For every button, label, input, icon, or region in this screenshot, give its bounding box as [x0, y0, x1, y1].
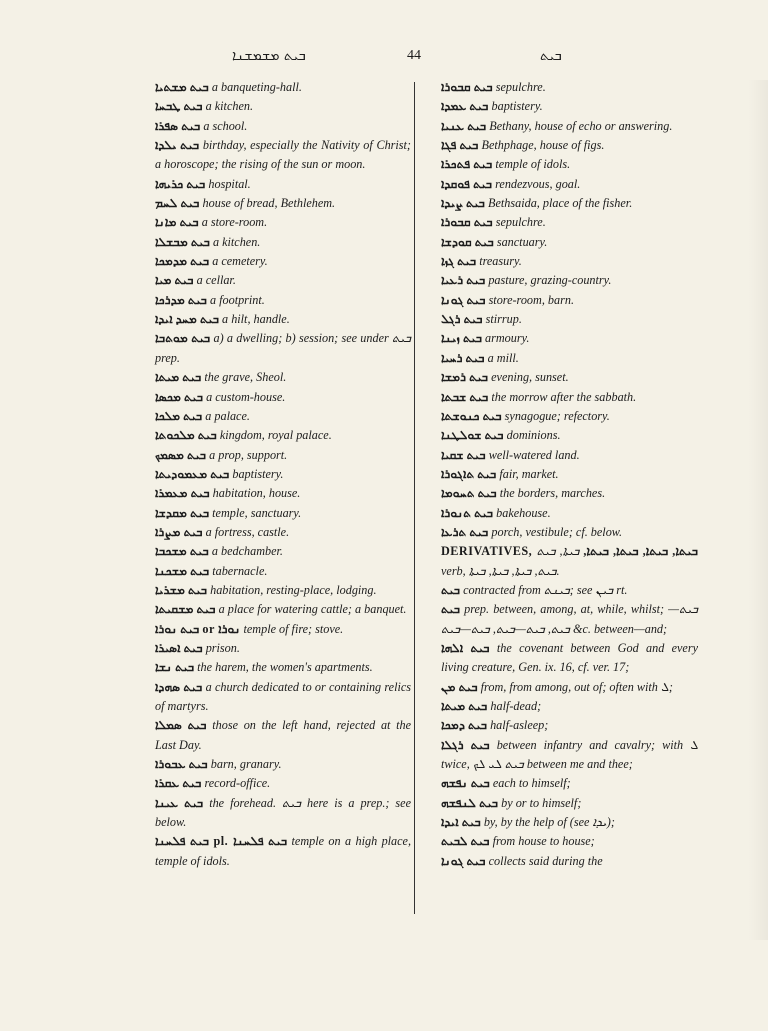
entry-definition: treasury.: [479, 254, 522, 269]
entry-definition: by, by the help of (see ܝܕܐ);: [483, 815, 615, 830]
entry-definition: evening, sunset.: [491, 370, 569, 385]
entry-definition: sanctuary.: [496, 234, 548, 249]
entry-headword: ܒܝܬ ܡܨܪܐ: [155, 524, 203, 539]
entry-headword: ܒܝܬ ܬܚܘܡܐ: [441, 486, 497, 501]
entry-definition: habitation, resting-place, lodging.: [210, 582, 377, 597]
dictionary-entry: [425, 310, 698, 329]
entry-headword: ܒܝܬ ܓܘܢܐ: [441, 853, 486, 868]
entry-headword: ܒܝܬ ܡܥܡܪܐ: [155, 486, 210, 501]
entry-headword: ܒܝܬ ܠܢܦܫܗ: [441, 795, 499, 810]
dictionary-entry: [139, 213, 411, 232]
entry-definition: the forehead. ܒܝܬ here is a prep.; see below.: [155, 795, 411, 830]
entry-headword: ܒܝܬ ܪܓܠܐ: [441, 737, 490, 752]
entry-headword: ܒܝܬ ܡܟܣܐ: [155, 389, 204, 404]
entry-definition: the grave, Sheol.: [204, 370, 287, 385]
dictionary-entry: [425, 523, 698, 542]
entry-definition: armoury.: [485, 331, 530, 346]
entry-definition: Bethsaida, place of the fisher.: [488, 196, 633, 211]
entry-definition: the harem, the women's apartments.: [197, 660, 373, 675]
entry-headword: ܒܝܬ ܡܚܕ ܐܝܕܐ: [155, 312, 219, 327]
entry-definition: hospital.: [208, 176, 251, 191]
entry-headword: ܒܝܬ ܡܣܡܟ: [155, 447, 207, 462]
entry-definition: a store-room.: [201, 215, 268, 230]
entry-headword: ܒܝܬ ܦܬܟܪܐ: [441, 157, 493, 172]
dictionary-entry: [425, 213, 698, 232]
entry-headword: ܒܝܬ ܡܐܢܐ: [155, 215, 199, 230]
entry-definition: a bedchamber.: [211, 544, 283, 559]
entry-definition: a palace.: [205, 408, 250, 423]
entry-definition: collects said during the: [488, 853, 603, 868]
dictionary-entry: [139, 484, 411, 503]
entry-definition: from house to house;: [492, 834, 595, 849]
dictionary-entry: [425, 368, 698, 387]
entry-definition: house of bread, Bethlehem.: [202, 196, 336, 211]
dictionary-entry: [425, 832, 698, 851]
entry-definition: a church dedicated to or containing relics of martyrs.: [155, 679, 412, 713]
dictionary-entry: [139, 233, 411, 252]
dictionary-entry: [425, 446, 698, 465]
dictionary-entry: [425, 194, 698, 213]
right-column: [425, 78, 698, 871]
page-edge-shadow: [748, 80, 768, 940]
entry-definition: kingdom, royal palace.: [219, 428, 332, 443]
entry-definition: baptistery.: [491, 99, 543, 114]
entry-headword: ܒܝܬ ܡܢ: [441, 679, 478, 694]
dictionary-entry: [139, 388, 411, 407]
dictionary-entry: [425, 504, 698, 523]
entry-headword: ܒܝܬ ܐܠܗܐ: [441, 640, 490, 655]
entry-definition: temple, sanctuary.: [212, 505, 302, 520]
entry-definition: a cemetery.: [212, 254, 268, 269]
entry-definition: synagogue; refectory.: [504, 408, 610, 423]
dictionary-entry: [139, 329, 411, 368]
entry-definition: a banqueting-hall.: [211, 80, 302, 94]
entry-headword: ܒܝܬ ܡܫܟܢܐ: [155, 563, 210, 578]
entry-definition: Bethphage, house of figs.: [481, 138, 605, 153]
dictionary-entry: [139, 678, 411, 717]
entry-definition: a hilt, handle.: [222, 312, 290, 327]
entry-headword: ܒܝܬ ܡܝܬܐ: [441, 699, 488, 713]
entry-definition: a kitchen.: [212, 234, 261, 249]
page-number: 44: [407, 48, 421, 63]
entry-headword: ܒܝܬ ܫܩܝܐ: [441, 447, 486, 462]
dictionary-entry: [139, 774, 411, 793]
entry-definition: a footprint.: [209, 292, 265, 307]
entry-definition: sepulchre.: [495, 215, 546, 230]
entry-definition: prep. between, among, at, while, whilst; ܒܝܬ—ܒܝܬ, ܒܝܬ—ܒܝܬ, ܒܝܬ—ܒܝܬ &c. between—and;: [441, 602, 699, 636]
dictionary-entry: [425, 600, 698, 639]
entry-definition: temple of idols.: [495, 157, 571, 172]
entry-definition: barn, granary.: [210, 757, 282, 772]
dictionary-entry: [139, 755, 411, 774]
dictionary-entry: [139, 78, 411, 97]
entry-headword: ܒܝܬ ܦܓܐ: [441, 138, 479, 153]
entry-headword: ܒܝܬ ܫܘܠܛܢܐ: [441, 428, 504, 443]
entry-definition: a fortress, castle.: [205, 524, 290, 539]
entry-headword: ܒܝܬ ܡܫܩܝܬܐ: [155, 602, 216, 617]
dictionary-entry: [139, 581, 411, 600]
entry-headword: ܒܝܬ ܟܪܝܗܐ: [155, 176, 206, 191]
dictionary-entry: [139, 368, 411, 387]
entry-definition: pasture, grazing-country.: [488, 273, 612, 288]
entry-headword: ܒܝܬ ܩܒܘܪܐ: [441, 215, 493, 230]
entry-headword: ܒܝܬ ܫܒܬܐ: [441, 389, 489, 404]
entry-definition: a cellar.: [196, 273, 236, 288]
entry-headword: ܒܝܬ ܦܘܩܕܐ: [441, 176, 493, 191]
dictionary-entry: [425, 233, 698, 252]
entry-headword: ܒܝܬ ܥܡܕܐ: [441, 99, 489, 114]
dictionary-entry: [139, 562, 411, 581]
entry-definition: the morrow after the sabbath.: [491, 389, 637, 404]
column-divider: [414, 82, 415, 914]
dictionary-entry: [425, 716, 698, 735]
entry-definition: the borders, marches.: [499, 486, 606, 501]
dictionary-entry: [139, 175, 411, 194]
entry-headword: ܒܝܬ ܬܐܓܘܪܐ: [441, 466, 497, 481]
dictionary-entry: [139, 542, 411, 561]
entry-definition: temple on a high place, temple of idols.: [155, 834, 412, 868]
entry-headword: ܒܝܬ ܬܢܘܪܐ: [441, 505, 494, 520]
entry-headword: ܒܝܬ ܡܠܟܘܬܐ: [155, 428, 217, 443]
entry-headword: ܒܝܬ ܢܘܪܐ or ܢܘܪܐ: [155, 621, 241, 636]
entry-headword: ܒܝܬ ܠܚܡ: [155, 196, 200, 211]
dictionary-entry: [425, 78, 698, 97]
dictionary-entry: [139, 504, 411, 523]
entry-definition: bakehouse.: [496, 505, 551, 520]
dictionary-entry: [425, 736, 698, 775]
dictionary-entry: [425, 813, 698, 832]
entry-headword: ܒܝܬ ܩܘܕܫܐ: [441, 234, 494, 249]
entry-definition: contracted from ܒܝܢܬ; see ܒܝܢ rt.: [463, 582, 628, 597]
dictionary-entry: [425, 426, 698, 445]
entry-definition: record-office.: [204, 776, 271, 791]
entry-definition: a kitchen.: [205, 99, 254, 114]
entry-definition: store-room, barn.: [488, 292, 574, 307]
dictionary-entry: [425, 794, 698, 813]
entry-headword: ܒܝܬ ܩܒܘܪܐ: [441, 80, 493, 94]
entry-definition: a prop, support.: [209, 447, 288, 462]
entry-definition: stirrup.: [485, 312, 522, 327]
dictionary-entry: [425, 155, 698, 174]
dictionary-entry: [139, 97, 411, 116]
entry-headword: ܒܝܬ ܦܠܚܢܐ pl. ܒܝܬ ܦܠܚܢܐ: [155, 834, 288, 849]
entry-headword: ܒܝܬ ܥܝܢܐ: [155, 795, 204, 810]
entry-definition: ܒܝܬܐ, ܒܝܬ verb, ܒܝܬ, ܒܝܬܐ, ܒܝܬܐ, ܒܝܬܐ.: [441, 544, 580, 578]
entry-headword: ܒܝܬ ܐܝܕܐ: [441, 815, 481, 830]
entry-headword: ܒܝܬ ܓܙܐ: [441, 254, 477, 269]
entry-definition: by or to himself;: [501, 795, 582, 810]
entry-headword: ܒܝܬ ܣܡܠܐ: [155, 718, 207, 733]
dictionary-entry: [139, 426, 411, 445]
entry-headword: ܒܝܬ ܪܡܫܐ: [441, 370, 489, 385]
entry-definition: a place for watering cattle; a banquet.: [218, 602, 407, 617]
dictionary-entry: [425, 697, 698, 716]
dictionary-entry: [139, 291, 411, 310]
entry-definition: temple of fire; stove.: [243, 621, 344, 636]
dictionary-entry: [425, 271, 698, 290]
dictionary-entry: [425, 175, 698, 194]
dictionary-entry: [425, 117, 698, 136]
entry-definition: porch, vestibule; cf. below.: [491, 524, 623, 539]
entry-headword: ܒܝܬ ܣܗܕܐ: [155, 679, 203, 694]
entry-headword: DERIVATIVES, ܒܝܬܐ, ܒܝܬܐ, ܒܝܬܐ, ܒܝܬܐ,: [441, 544, 698, 559]
entry-headword: ܒܝܬ ܙܝܢܐ: [441, 331, 482, 346]
dictionary-entry: [139, 194, 411, 213]
entry-definition: each to himself;: [492, 776, 571, 791]
dictionary-entry: [425, 542, 698, 581]
entry-definition: fair, market.: [499, 466, 559, 481]
dictionary-entry: [139, 446, 411, 465]
entry-headword: ܒܝܬ ܡܕܡܟܐ: [155, 254, 210, 269]
entry-definition: the covenant between God and every living creature, Gen. ix. 16, cf. ver. 17;: [441, 640, 698, 675]
entry-definition: dominions.: [506, 428, 561, 443]
entry-definition: from, from among, out of; often with ܠ;: [480, 679, 673, 694]
running-head-left: ܒܝܬ ܡܫܡܫܢܐ: [232, 48, 306, 64]
entry-headword: ܒܝܬ: [441, 602, 461, 617]
dictionary-entry: [425, 774, 698, 793]
dictionary-entry: [139, 658, 411, 677]
entry-headword: ܒܝܬ: [441, 582, 461, 597]
dictionary-entry: [139, 271, 411, 290]
dictionary-entry: [139, 620, 411, 639]
entry-headword: ܒܝܬ ܥܒܘܪܐ: [155, 757, 208, 772]
entry-headword: ܒܝܬ ܟܢܘܫܬܐ: [441, 408, 502, 423]
dictionary-entry: [425, 581, 698, 600]
dictionary-entry: [139, 600, 411, 619]
dictionary-entry: [139, 310, 411, 329]
entry-headword: ܒܝܬ ܡܒܫܠܐ: [155, 234, 210, 249]
entry-headword: ܒܝܬ ܢܦܫܗ: [441, 776, 490, 791]
dictionary-entry: [425, 484, 698, 503]
entry-headword: ܒܝܬ ܝܠܕܐ: [155, 138, 200, 153]
entry-definition: a school.: [203, 118, 248, 133]
entry-definition: Bethany, house of echo or answering.: [489, 118, 673, 133]
entry-headword: ܒܝܬ ܛܒܚܐ: [155, 99, 203, 114]
entry-headword: ܒܝܬ ܡܠܟܐ: [155, 408, 203, 423]
entry-headword: ܒܝܬ ܡܝܬܐ: [155, 370, 202, 385]
dictionary-entry: [425, 852, 698, 871]
entry-headword: ܒܝܬ ܢܫܐ: [155, 660, 195, 675]
entry-definition: habitation, house.: [212, 486, 301, 501]
entry-definition: half-asleep;: [490, 718, 549, 733]
dictionary-entry: [139, 117, 411, 136]
running-head-right: ܒܝܬ: [540, 48, 562, 64]
dictionary-entry: [425, 97, 698, 116]
dictionary-entry: [139, 716, 411, 755]
dictionary-entry: [139, 465, 411, 484]
dictionary-entry: [425, 329, 698, 348]
dictionary-entry: [425, 291, 698, 310]
entry-definition: birthday, especially the Nativity of Christ; a horoscope; the rising of the sun or moon.: [155, 138, 411, 172]
left-column: [139, 78, 411, 871]
entry-headword: ܒܝܬ ܡܘܬܒܐ: [155, 331, 211, 346]
entry-headword: ܒܝܬ ܡܫܬܝܐ: [155, 80, 209, 94]
dictionary-entry: [139, 407, 411, 426]
entry-definition: a custom-house.: [206, 389, 286, 404]
entry-headword: ܒܝܬ ܪܓܠ: [441, 312, 483, 327]
dictionary-entry: [425, 678, 698, 697]
entry-definition: a) a dwelling; b) session; see under ܒܝܬ prep.: [155, 331, 411, 365]
entry-headword: ܒܝܬ ܓܘܢܐ: [441, 292, 486, 307]
entry-headword: ܒܝܬ ܨܝܕܐ: [441, 196, 485, 211]
entry-headword: ܒܝܬ ܪܥܝܐ: [441, 273, 486, 288]
entry-definition: baptistery.: [232, 466, 284, 481]
entry-definition: half-dead;: [490, 699, 542, 713]
entry-headword: ܒܝܬ ܥܩܪܐ: [155, 776, 202, 791]
dictionary-entry: [425, 388, 698, 407]
entry-headword: ܒܝܬ ܥܢܝܐ: [441, 118, 487, 133]
dictionary-entry: [425, 639, 698, 678]
entry-definition: prison.: [205, 640, 240, 655]
entry-headword: ܒܝܬ ܠܒܝܬ: [441, 834, 490, 849]
entry-headword: ܒܝܬ ܡܕܪܟܐ: [155, 292, 207, 307]
entry-headword: ܒܝܬ ܡܫܪܝܐ: [155, 582, 208, 597]
dictionary-entry: [139, 252, 411, 271]
dictionary-entry: [139, 794, 411, 833]
entry-headword: ܒܝܬ ܡܫܟܒܐ: [155, 544, 209, 559]
dictionary-entry: [139, 136, 411, 175]
dictionary-entry: [425, 136, 698, 155]
entry-definition: those on the left hand, rejected at the Last Day.: [155, 718, 411, 752]
entry-headword: ܒܝܬ ܕܡܟܐ: [441, 718, 488, 733]
entry-definition: well-watered land.: [488, 447, 580, 462]
entry-headword: ܒܝܬ ܡܥܡܘܕܝܬܐ: [155, 466, 230, 481]
entry-headword: ܒܝܬ ܣܦܪܐ: [155, 118, 201, 133]
entry-headword: ܒܝܬ ܬܪܥܐ: [441, 524, 489, 539]
dictionary-entry: [425, 465, 698, 484]
entry-headword: ܒܝܬ ܪܚܝܐ: [441, 350, 485, 365]
entry-headword: ܒܝܬ ܡܩܕܫܐ: [155, 505, 210, 520]
entry-definition: tabernacle.: [212, 563, 268, 578]
dictionary-entry: [139, 523, 411, 542]
entry-definition: a mill.: [487, 350, 519, 365]
entry-definition: between infantry and cavalry; with ܠ twice, ܒܝܬ ܠܝ ܠܟ between me and thee;: [441, 737, 699, 772]
entry-headword: ܒܝܬ ܐܣܝܪܐ: [155, 640, 203, 655]
dictionary-entry: [425, 407, 698, 426]
dictionary-entry: [425, 252, 698, 271]
dictionary-entry: [139, 832, 411, 871]
entry-headword: ܒܝܬ ܡܝܐ: [155, 273, 194, 288]
dictionary-entry: [139, 639, 411, 658]
dictionary-entry: [425, 349, 698, 368]
entry-definition: sepulchre.: [495, 80, 546, 94]
entry-definition: rendezvous, goal.: [495, 176, 581, 191]
